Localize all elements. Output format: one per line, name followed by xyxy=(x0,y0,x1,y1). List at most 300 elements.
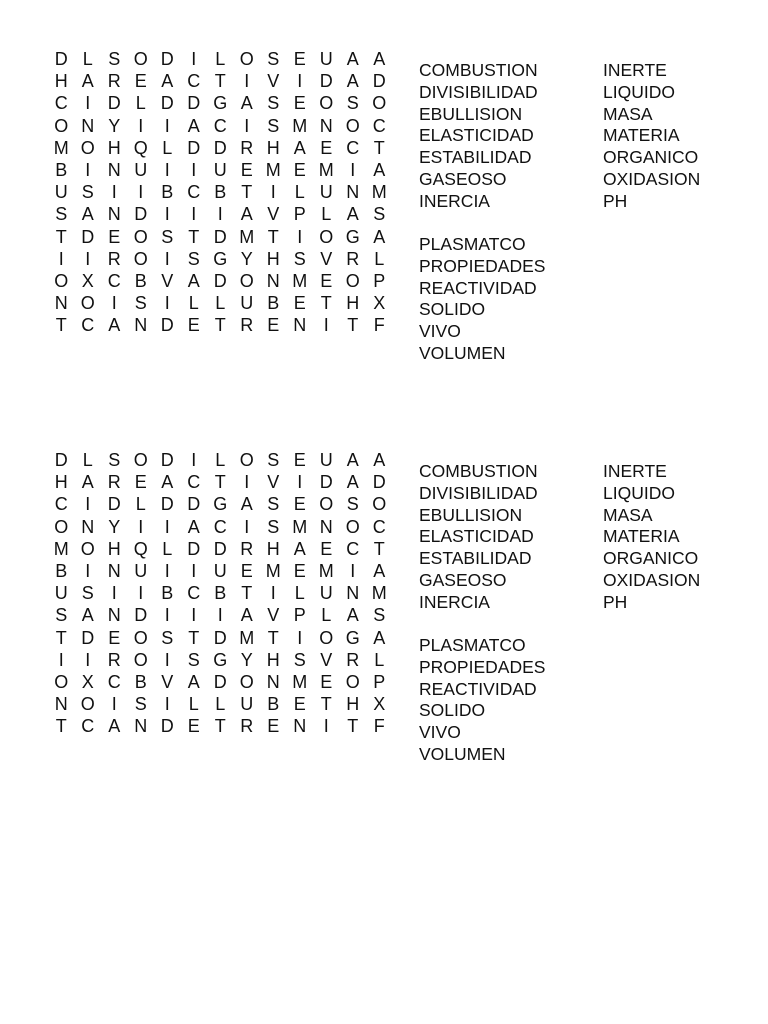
grid-letter: A xyxy=(81,605,94,626)
grid-letter: I xyxy=(111,182,117,203)
grid-letter: T xyxy=(267,627,279,648)
grid-letter: T xyxy=(347,716,359,737)
grid-letter: I xyxy=(164,694,170,715)
grid-letter: D xyxy=(134,204,148,225)
grid-letter: L xyxy=(215,49,226,70)
grid-letter: H xyxy=(54,71,68,92)
grid-letter: O xyxy=(80,694,95,715)
grid-letter: A xyxy=(373,627,386,648)
grid-row xyxy=(48,538,393,560)
word-list-item: ESTABILIDAD xyxy=(419,548,532,569)
grid-letter: D xyxy=(213,226,227,247)
grid-letter: D xyxy=(160,450,174,471)
word-list-item: COMBUSTION xyxy=(419,461,538,481)
grid-letter: E xyxy=(267,315,280,336)
grid-letter: B xyxy=(134,671,147,692)
grid-letter: D xyxy=(213,538,227,559)
grid-letter: U xyxy=(213,561,227,582)
grid-letter: I xyxy=(350,561,356,582)
grid-letter: O xyxy=(133,226,148,247)
word-list-item: ELASTICIDAD xyxy=(419,526,534,547)
grid-letter: O xyxy=(239,450,254,471)
grid-letter: O xyxy=(239,270,254,291)
word-list-item: ELASTICIDAD xyxy=(419,125,534,146)
grid-letter: I xyxy=(323,315,329,336)
grid-letter: N xyxy=(346,182,360,203)
grid-letter: T xyxy=(347,315,359,336)
grid-letter: S xyxy=(161,226,174,247)
word-list-item: INERCIA xyxy=(419,591,490,612)
grid-letter: U xyxy=(213,160,227,181)
grid-letter: A xyxy=(293,538,306,559)
grid-letter: C xyxy=(372,115,386,136)
word-search-puzzle-1 xyxy=(0,40,768,400)
grid-letter: N xyxy=(293,315,307,336)
grid-letter: I xyxy=(111,293,117,314)
grid-letter: I xyxy=(138,115,144,136)
grid-letter: N xyxy=(134,716,148,737)
grid-letter: M xyxy=(53,137,69,158)
grid-letter: C xyxy=(187,71,201,92)
grid-letter: U xyxy=(134,160,148,181)
word-list-column-1 xyxy=(419,461,538,614)
grid-letter: A xyxy=(187,671,200,692)
grid-letter: L xyxy=(188,293,199,314)
grid-row xyxy=(48,715,393,737)
grid-letter: D xyxy=(213,137,227,158)
grid-letter: L xyxy=(374,649,385,670)
grid-row xyxy=(48,181,393,203)
grid-letter: E xyxy=(187,315,200,336)
grid-letter: S xyxy=(55,605,68,626)
grid-letter: S xyxy=(108,450,121,471)
word-list-item: EBULLISION xyxy=(419,103,523,124)
grid-letter: E xyxy=(134,472,147,493)
grid-letter: I xyxy=(191,605,197,626)
grid-letter: I xyxy=(164,649,170,670)
grid-letter: P xyxy=(293,605,306,626)
grid-letter: I xyxy=(138,182,144,203)
grid-letter: H xyxy=(346,293,360,314)
word-list-item: MATERIA xyxy=(603,125,680,146)
grid-letter: I xyxy=(323,716,329,737)
grid-letter: I xyxy=(164,204,170,225)
word-list-item: INERCIA xyxy=(419,190,490,211)
grid-letter: L xyxy=(294,583,305,604)
grid-letter: L xyxy=(135,494,146,515)
grid-letter: T xyxy=(55,226,67,247)
grid-letter: O xyxy=(372,93,387,114)
grid-row xyxy=(48,115,393,137)
grid-letter: D xyxy=(319,71,333,92)
grid-row xyxy=(48,693,393,715)
grid-letter: D xyxy=(160,315,174,336)
grid-letter: N xyxy=(346,583,360,604)
grid-letter: O xyxy=(133,627,148,648)
word-list-item: SOLIDO xyxy=(419,700,486,721)
grid-letter: I xyxy=(164,115,170,136)
grid-letter: V xyxy=(267,605,280,626)
grid-letter: S xyxy=(373,605,386,626)
grid-letter: C xyxy=(81,315,95,336)
grid-letter: A xyxy=(373,450,386,471)
grid-letter: B xyxy=(161,583,174,604)
grid-letter: O xyxy=(80,293,95,314)
grid-letter: X xyxy=(81,671,94,692)
grid-row xyxy=(48,248,393,270)
grid-row xyxy=(48,314,393,336)
grid-letter: R xyxy=(346,649,360,670)
grid-row xyxy=(48,203,393,225)
word-list-item: SOLIDO xyxy=(419,299,486,320)
grid-letter: I xyxy=(85,649,91,670)
grid-letter: T xyxy=(373,137,385,158)
grid-row xyxy=(48,627,393,649)
grid-letter: I xyxy=(191,204,197,225)
grid-letter: A xyxy=(373,49,386,70)
grid-letter: I xyxy=(85,93,91,114)
letter-grid xyxy=(48,48,393,336)
grid-letter: L xyxy=(82,450,93,471)
word-list-item: MASA xyxy=(603,103,653,124)
grid-letter: S xyxy=(267,494,280,515)
grid-letter: S xyxy=(267,516,280,537)
grid-letter: E xyxy=(293,160,306,181)
grid-letter: C xyxy=(107,270,121,291)
grid-letter: H xyxy=(266,538,280,559)
grid-letter: L xyxy=(188,694,199,715)
grid-letter: X xyxy=(373,293,386,314)
grid-letter: O xyxy=(319,226,334,247)
grid-row xyxy=(48,226,393,248)
grid-letter: I xyxy=(244,472,250,493)
grid-letter: M xyxy=(265,160,281,181)
word-list-item: EBULLISION xyxy=(419,504,523,525)
grid-letter: E xyxy=(320,538,333,559)
grid-letter: S xyxy=(267,93,280,114)
grid-letter: I xyxy=(191,160,197,181)
grid-letter: I xyxy=(297,472,303,493)
grid-letter: D xyxy=(134,605,148,626)
grid-letter: O xyxy=(319,627,334,648)
grid-letter: D xyxy=(107,93,121,114)
grid-letter: A xyxy=(346,605,359,626)
grid-letter: U xyxy=(54,182,68,203)
word-list-item: ORGANICO xyxy=(603,548,699,569)
grid-letter: O xyxy=(345,115,360,136)
grid-letter: L xyxy=(215,450,226,471)
grid-letter: T xyxy=(241,583,253,604)
grid-letter: I xyxy=(111,583,117,604)
grid-letter: N xyxy=(107,561,121,582)
grid-letter: Y xyxy=(240,248,253,269)
grid-letter: I xyxy=(244,516,250,537)
word-list-item: ESTABILIDAD xyxy=(419,147,532,168)
grid-letter: R xyxy=(107,71,121,92)
grid-letter: B xyxy=(134,270,147,291)
grid-letter: H xyxy=(107,137,121,158)
grid-letter: O xyxy=(345,516,360,537)
grid-letter: S xyxy=(267,49,280,70)
grid-letter: I xyxy=(217,204,223,225)
grid-letter: R xyxy=(240,315,254,336)
grid-letter: C xyxy=(187,583,201,604)
grid-letter: A xyxy=(187,115,200,136)
grid-letter: E xyxy=(320,137,333,158)
grid-letter: I xyxy=(85,561,91,582)
grid-row xyxy=(48,582,393,604)
word-list-column-3 xyxy=(603,461,700,614)
grid-letter: R xyxy=(107,649,121,670)
grid-letter: U xyxy=(240,293,254,314)
grid-letter: V xyxy=(267,204,280,225)
grid-row xyxy=(48,137,393,159)
grid-letter: L xyxy=(215,694,226,715)
grid-row xyxy=(48,270,393,292)
grid-letter: I xyxy=(270,583,276,604)
grid-letter: M xyxy=(239,226,255,247)
grid-letter: N xyxy=(54,293,68,314)
grid-letter: U xyxy=(319,49,333,70)
grid-letter: V xyxy=(320,248,333,269)
grid-row xyxy=(48,604,393,626)
grid-row xyxy=(48,493,393,515)
grid-letter: B xyxy=(267,293,280,314)
grid-letter: M xyxy=(292,516,308,537)
word-list-item: COMBUSTION xyxy=(419,60,538,80)
grid-letter: B xyxy=(267,694,280,715)
grid-letter: N xyxy=(319,115,333,136)
grid-letter: H xyxy=(54,472,68,493)
grid-row xyxy=(48,449,393,471)
grid-letter: M xyxy=(265,561,281,582)
grid-letter: T xyxy=(188,627,200,648)
grid-letter: G xyxy=(345,226,360,247)
grid-letter: L xyxy=(294,182,305,203)
grid-letter: I xyxy=(164,248,170,269)
grid-letter: T xyxy=(320,293,332,314)
grid-letter: A xyxy=(187,516,200,537)
grid-letter: A xyxy=(346,71,359,92)
grid-letter: D xyxy=(160,49,174,70)
grid-letter: S xyxy=(187,649,200,670)
grid-letter: O xyxy=(54,516,69,537)
grid-letter: F xyxy=(373,315,385,336)
word-list-item: LIQUIDO xyxy=(603,81,675,102)
grid-letter: I xyxy=(164,160,170,181)
grid-letter: O xyxy=(54,270,69,291)
grid-letter: G xyxy=(345,627,360,648)
grid-letter: B xyxy=(55,160,68,181)
grid-letter: O xyxy=(80,137,95,158)
grid-letter: S xyxy=(134,694,147,715)
grid-letter: Y xyxy=(108,115,121,136)
grid-letter: M xyxy=(292,671,308,692)
grid-letter: T xyxy=(55,716,67,737)
grid-letter: E xyxy=(293,49,306,70)
grid-letter: L xyxy=(215,293,226,314)
grid-letter: U xyxy=(134,561,148,582)
grid-row xyxy=(48,92,393,114)
grid-letter: O xyxy=(372,494,387,515)
grid-letter: E xyxy=(240,561,253,582)
word-list-item: MASA xyxy=(603,504,653,525)
grid-letter: X xyxy=(373,694,386,715)
grid-letter: E xyxy=(293,93,306,114)
word-list-item: REACTIVIDAD xyxy=(419,277,537,298)
grid-letter: O xyxy=(54,115,69,136)
grid-letter: T xyxy=(214,472,226,493)
grid-letter: G xyxy=(213,494,228,515)
grid-letter: T xyxy=(188,226,200,247)
grid-letter: T xyxy=(320,694,332,715)
grid-letter: I xyxy=(297,71,303,92)
word-list-item: PLASMATCO xyxy=(419,234,526,254)
grid-letter: E xyxy=(293,450,306,471)
grid-letter: T xyxy=(55,315,67,336)
grid-letter: E xyxy=(267,716,280,737)
grid-letter: T xyxy=(55,627,67,648)
grid-letter: C xyxy=(107,671,121,692)
word-list-item: OXIDASION xyxy=(603,569,701,590)
grid-letter: O xyxy=(133,649,148,670)
grid-letter: A xyxy=(240,605,253,626)
grid-letter: P xyxy=(373,671,386,692)
grid-letter: N xyxy=(81,115,95,136)
grid-letter: D xyxy=(213,671,227,692)
word-list-item: INERTE xyxy=(603,60,667,80)
grid-letter: E xyxy=(108,226,121,247)
grid-letter: U xyxy=(319,583,333,604)
grid-letter: T xyxy=(214,716,226,737)
word-list-item: VOLUMEN xyxy=(419,743,506,764)
grid-letter: V xyxy=(267,71,280,92)
grid-letter: N xyxy=(107,204,121,225)
grid-letter: E xyxy=(187,716,200,737)
grid-letter: A xyxy=(81,71,94,92)
grid-letter: B xyxy=(161,182,174,203)
grid-letter: S xyxy=(134,293,147,314)
grid-letter: O xyxy=(319,494,334,515)
grid-letter: D xyxy=(372,472,386,493)
grid-letter: N xyxy=(81,516,95,537)
grid-letter: A xyxy=(108,315,121,336)
grid-letter: H xyxy=(266,649,280,670)
grid-letter: R xyxy=(240,137,254,158)
word-list-item: INERTE xyxy=(603,461,667,481)
grid-letter: D xyxy=(54,450,68,471)
grid-letter: O xyxy=(345,270,360,291)
grid-letter: A xyxy=(346,204,359,225)
grid-letter: Y xyxy=(240,649,253,670)
grid-row xyxy=(48,560,393,582)
grid-letter: O xyxy=(319,93,334,114)
grid-letter: N xyxy=(266,671,280,692)
grid-letter: O xyxy=(80,538,95,559)
grid-letter: A xyxy=(346,472,359,493)
grid-letter: E xyxy=(320,270,333,291)
word-list-column-2 xyxy=(419,635,545,766)
grid-letter: D xyxy=(81,226,95,247)
grid-letter: D xyxy=(187,137,201,158)
grid-letter: S xyxy=(108,49,121,70)
grid-letter: G xyxy=(213,93,228,114)
grid-letter: I xyxy=(164,605,170,626)
grid-letter: V xyxy=(320,649,333,670)
grid-letter: D xyxy=(213,270,227,291)
grid-letter: M xyxy=(292,115,308,136)
grid-letter: I xyxy=(297,226,303,247)
word-list-item: REACTIVIDAD xyxy=(419,678,537,699)
grid-letter: A xyxy=(108,716,121,737)
grid-letter: I xyxy=(138,516,144,537)
word-list-item: DIVISIBILIDAD xyxy=(419,81,538,102)
grid-letter: D xyxy=(160,93,174,114)
grid-letter: I xyxy=(297,627,303,648)
grid-letter: U xyxy=(319,182,333,203)
grid-letter: O xyxy=(345,671,360,692)
grid-letter: I xyxy=(85,494,91,515)
grid-row xyxy=(48,649,393,671)
word-list-item: PH xyxy=(603,591,628,612)
grid-letter: R xyxy=(240,538,254,559)
grid-letter: C xyxy=(213,516,227,537)
grid-letter: S xyxy=(373,204,386,225)
grid-letter: L xyxy=(374,248,385,269)
grid-letter: S xyxy=(267,450,280,471)
grid-letter: S xyxy=(81,583,94,604)
word-list-item: PROPIEDADES xyxy=(419,255,546,276)
grid-letter: C xyxy=(372,516,386,537)
grid-letter: O xyxy=(133,248,148,269)
grid-letter: I xyxy=(191,561,197,582)
grid-letter: H xyxy=(266,248,280,269)
grid-letter: I xyxy=(138,583,144,604)
grid-letter: X xyxy=(81,270,94,291)
grid-letter: C xyxy=(54,494,68,515)
word-list-item: DIVISIBILIDAD xyxy=(419,482,538,503)
grid-letter: M xyxy=(318,561,334,582)
grid-letter: G xyxy=(213,248,228,269)
grid-letter: U xyxy=(240,694,254,715)
grid-letter: E xyxy=(293,561,306,582)
grid-letter: M xyxy=(292,270,308,291)
grid-letter: M xyxy=(318,160,334,181)
grid-letter: L xyxy=(162,538,173,559)
grid-letter: H xyxy=(346,694,360,715)
grid-letter: A xyxy=(373,160,386,181)
grid-letter: B xyxy=(214,182,227,203)
grid-letter: L xyxy=(135,93,146,114)
grid-letter: N xyxy=(266,270,280,291)
grid-letter: A xyxy=(373,561,386,582)
grid-letter: E xyxy=(293,694,306,715)
grid-letter: I xyxy=(191,49,197,70)
grid-letter: I xyxy=(111,694,117,715)
grid-letter: I xyxy=(350,160,356,181)
grid-letter: U xyxy=(54,583,68,604)
grid-letter: B xyxy=(214,583,227,604)
word-list-item: MATERIA xyxy=(603,526,680,547)
word-list-item: OXIDASION xyxy=(603,168,701,189)
grid-letter: A xyxy=(346,49,359,70)
grid-letter: C xyxy=(213,115,227,136)
grid-letter: O xyxy=(133,450,148,471)
grid-letter: A xyxy=(161,472,174,493)
grid-letter: A xyxy=(81,204,94,225)
grid-row xyxy=(48,671,393,693)
grid-letter: L xyxy=(82,49,93,70)
